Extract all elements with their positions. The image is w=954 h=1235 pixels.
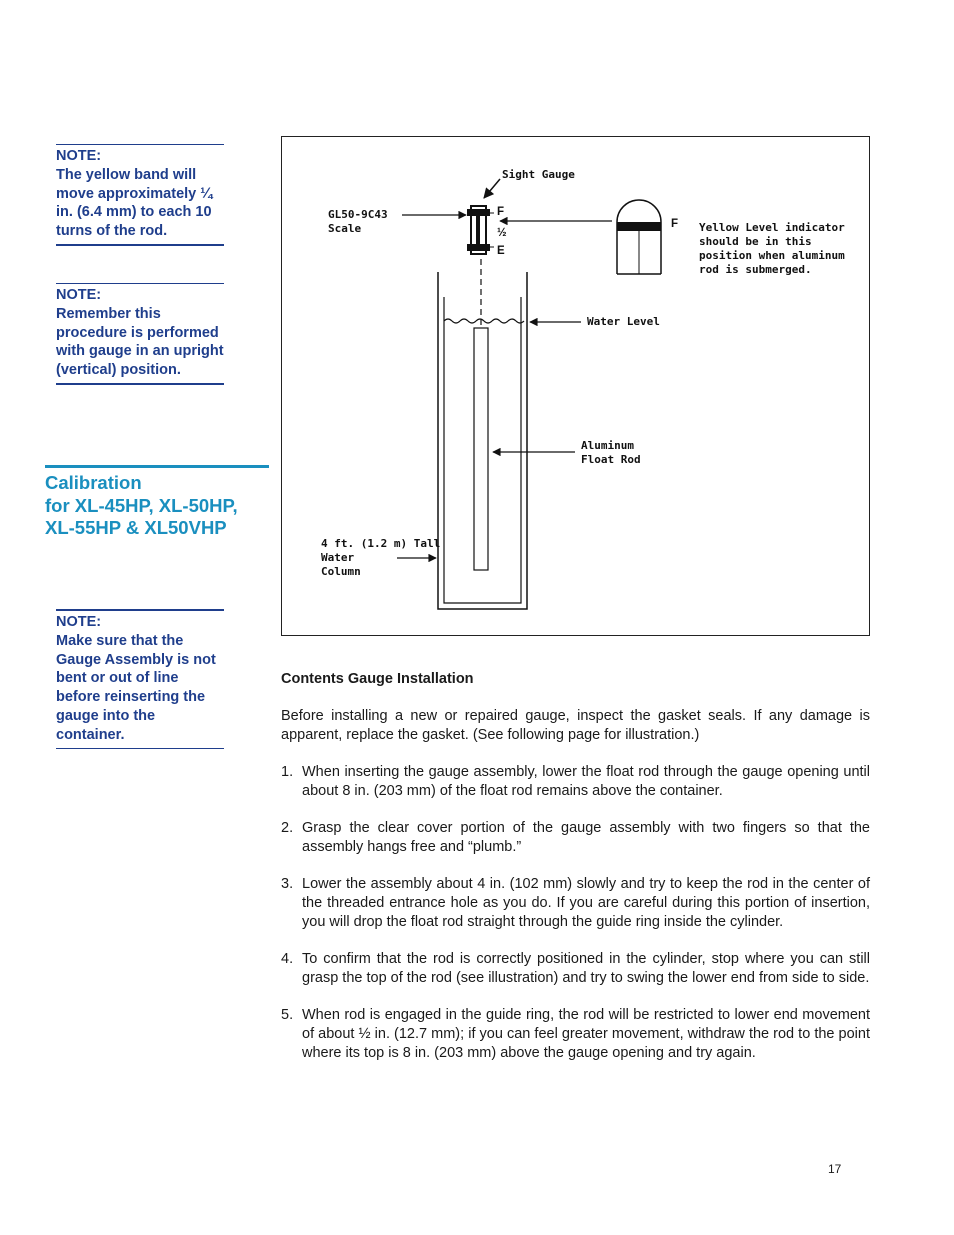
note-gauge-assembly bbox=[56, 609, 224, 749]
step-number: 4. bbox=[281, 951, 294, 967]
page-number: 17 bbox=[828, 1162, 842, 1176]
float-rod-label-2: Float Rod bbox=[581, 453, 641, 466]
yellow-note-4: rod is submerged. bbox=[699, 263, 812, 276]
list-item bbox=[281, 1006, 870, 1063]
note-body: The yellow band will move approximately ¼ in. (6.4 mm) to each 10 turns of the rod. bbox=[56, 166, 213, 240]
water-level-label: Water Level bbox=[587, 315, 660, 328]
list-item bbox=[281, 875, 870, 932]
list-item bbox=[281, 950, 870, 988]
note-body: Remember this procedure is performed with gauge in an upright (vertical) position. bbox=[56, 305, 224, 379]
intro-paragraph: Before installing a new or repaired gauge, inspect the gasket seals. If any damage is apparent, replace the gasket. (See following page for illustration.) bbox=[281, 708, 870, 743]
step-number: 2. bbox=[281, 820, 294, 836]
note-upright-position bbox=[56, 283, 224, 385]
step-text: When rod is engaged in the guide ring, the rod will be restricted to lower end movement of about ½ in. (12.7 mm); if you can feel greater movement, withdraw the rod to the point where its top is 8 in. (203 mm) above the gauge opening and try again. bbox=[302, 1007, 870, 1061]
column-label-2: Water bbox=[321, 551, 355, 564]
note-heading: NOTE: bbox=[56, 287, 102, 303]
step-text: Grasp the clear cover portion of the gauge assembly with two fingers so that the assembly hangs free and “plumb.” bbox=[302, 820, 870, 855]
calibration-diagram bbox=[281, 136, 870, 636]
yellow-note-2: should be in this bbox=[699, 235, 812, 248]
float-rod-label-1: Aluminum bbox=[581, 439, 634, 452]
list-item bbox=[281, 819, 870, 857]
yellow-note-3: position when aluminum bbox=[699, 249, 845, 262]
note-yellow-band bbox=[56, 144, 224, 246]
note-body: Make sure that the Gauge Assembly is not bent or out of line before reinserting the gauge into the container. bbox=[56, 632, 216, 743]
steps-list bbox=[281, 763, 870, 1063]
scale-mark-full: F bbox=[497, 206, 505, 218]
step-number: 1. bbox=[281, 764, 294, 780]
yellow-indicator-drawing bbox=[617, 200, 661, 274]
note-heading: NOTE: bbox=[56, 148, 102, 164]
scale-mark-half: ½ bbox=[497, 227, 507, 239]
step-text: Lower the assembly about 4 in. (102 mm) slowly and try to keep the rod in the center of the threaded entrance hole as you do. If you are careful during this portion of insertion, you will drop the float rod straight through the guide ring inside the cylinder. bbox=[302, 876, 870, 930]
note-heading: NOTE: bbox=[56, 614, 102, 630]
water-column-drawing bbox=[438, 272, 527, 609]
step-number: 3. bbox=[281, 876, 294, 892]
indicator-full-mark: F bbox=[671, 218, 679, 230]
yellow-note-1: Yellow Level indicator bbox=[699, 221, 845, 234]
calibration-heading: Calibration for XL-45HP, XL-50HP, XL-55HP & XL50VHP bbox=[45, 465, 269, 540]
column-label-3: Column bbox=[321, 565, 361, 578]
scale-mark-empty: E bbox=[497, 245, 505, 257]
diagram-drawing bbox=[282, 137, 871, 637]
main-content bbox=[281, 670, 870, 1081]
scale-label-1: GL50-9C43 bbox=[328, 208, 388, 221]
step-number: 5. bbox=[281, 1007, 294, 1023]
step-text: To confirm that the rod is correctly positioned in the cylinder, stop where you can still grasp the top of the rod (see illustration) and try to swing the lower end from side to side. bbox=[302, 951, 870, 986]
sight-gauge-drawing bbox=[467, 206, 494, 254]
step-text: When inserting the gauge assembly, lower the float rod through the gauge opening until about 8 in. (203 mm) of the float rod remains above the container. bbox=[302, 764, 870, 799]
sight-gauge-label: Sight Gauge bbox=[502, 168, 575, 181]
section-title: Contents Gauge Installation bbox=[281, 671, 474, 687]
column-label-1: 4 ft. (1.2 m) Tall bbox=[321, 537, 441, 550]
list-item bbox=[281, 763, 870, 801]
scale-label-2: Scale bbox=[328, 222, 362, 235]
